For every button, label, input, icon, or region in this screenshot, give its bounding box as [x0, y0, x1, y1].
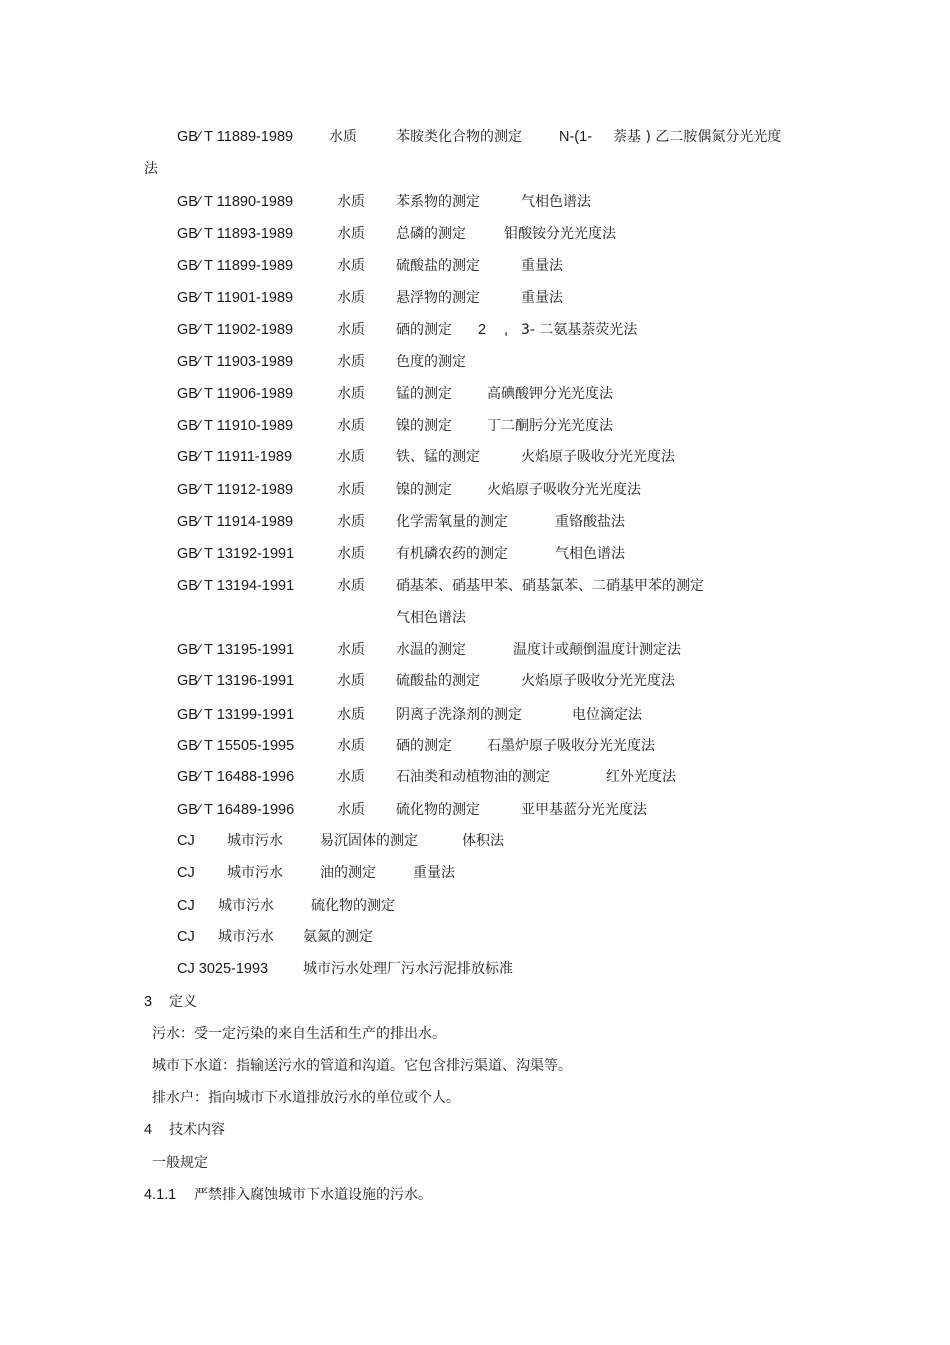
standard-category: 水质 [337, 354, 365, 370]
standard-category: 水质 [337, 578, 365, 594]
standard-item: 阴离子洗涤剂的测定 [396, 707, 522, 723]
section-title: 定义 [169, 994, 197, 1010]
standard-category: 水质 [337, 482, 365, 498]
standard-item: 硫酸盐的测定 [396, 258, 480, 274]
standard-method-a: 2 [478, 322, 487, 338]
standard-code: GB∕ T 11903-1989 [177, 354, 294, 370]
standard-item: 硫化物的测定 [396, 802, 480, 818]
standard-method: 火焰原子吸收分光光度法 [487, 482, 641, 498]
standard-method: 重铬酸盐法 [555, 514, 625, 530]
standard-item: 镍的测定 [396, 418, 452, 434]
standard-item: 硒的测定 [396, 738, 452, 754]
standard-item: 镍的测定 [396, 482, 452, 498]
standard-method: 电位滴定法 [572, 707, 642, 723]
standard-category: 水质 [337, 386, 365, 402]
standard-method-part1: N-(1- [559, 129, 593, 145]
standard-method: 高碘酸钾分光光度法 [487, 386, 613, 402]
standard-method: 温度计或颠倒温度计测定法 [513, 642, 681, 658]
standard-category: 水质 [337, 322, 365, 338]
definition-sewer: 城市下水道：指输送污水的管道和沟道。它包含排污渠道、沟渠等。 [152, 1058, 572, 1074]
section-number: 3 [144, 994, 153, 1010]
standard-category: 水质 [337, 673, 365, 689]
standard-method-b: , [504, 322, 509, 338]
clause-text: 严禁排入腐蚀城市下水道设施的污水。 [194, 1187, 432, 1203]
standard-item: 硫酸盐的测定 [396, 673, 480, 689]
standard-method: 石墨炉原子吸收分光光度法 [487, 738, 655, 754]
standard-category: 水质 [337, 769, 365, 785]
standard-code: GB∕ T 15505-1995 [177, 738, 295, 754]
standard-code: GB∕ T 13194-1991 [177, 578, 295, 594]
standard-code: GB∕ T 11899-1989 [177, 258, 294, 274]
standard-category: 水质 [337, 707, 365, 723]
standard-code: GB∕ T 11906-1989 [177, 386, 294, 402]
standard-item: 铁、锰的测定 [396, 449, 480, 465]
standard-code: GB∕ T 11914-1989 [177, 514, 294, 530]
standard-category: 水质 [337, 514, 365, 530]
standard-method: 亚甲基蓝分光光度法 [521, 802, 647, 818]
standard-category: 水质 [337, 194, 365, 210]
standard-item: 悬浮物的测定 [396, 290, 480, 306]
cj-code: CJ [177, 833, 195, 849]
standard-code: GB∕ T 11901-1989 [177, 290, 294, 306]
standard-category: 水质 [337, 546, 365, 562]
standard-code: GB∕ T 13196-1991 [177, 673, 295, 689]
clause-number: 4.1.1 [144, 1187, 177, 1203]
standard-category: 水质 [337, 258, 365, 274]
standard-method: 火焰原子吸收分光光度法 [521, 449, 675, 465]
standard-code: GB∕ T 13199-1991 [177, 707, 295, 723]
cj-code: CJ [177, 865, 195, 881]
standard-item: 锰的测定 [396, 386, 452, 402]
definition-sewage: 污水：受一定污染的来自生活和生产的排出水。 [152, 1026, 446, 1042]
definition-discharger: 排水户：指向城市下水道排放污水的单位或个人。 [152, 1090, 460, 1106]
standard-code: GB∕ T 13195-1991 [177, 642, 295, 658]
cj-item: 油的测定 [320, 865, 376, 881]
standard-code: GB∕ T 11889-1989 [177, 129, 294, 145]
section-number: 4 [144, 1122, 153, 1138]
standard-code: GB∕ T 11890-1989 [177, 194, 294, 210]
cj-category: 城市污水 [218, 929, 274, 945]
standard-category: 水质 [337, 226, 365, 242]
standard-item: 硒的测定 [396, 322, 452, 338]
standard-code: GB∕ T 11912-1989 [177, 482, 294, 498]
cj-item: 氨氮的测定 [303, 929, 373, 945]
standard-method: 丁二酮肟分光光度法 [487, 418, 613, 434]
standard-item: 化学需氧量的测定 [396, 514, 508, 530]
standard-category: 水质 [329, 129, 357, 145]
cj-category: 城市污水 [227, 865, 283, 881]
standard-method: 气相色谱法 [396, 610, 466, 626]
standard-category: 水质 [337, 418, 365, 434]
standard-method: 气相色谱法 [521, 194, 591, 210]
standard-item: 总磷的测定 [396, 226, 466, 242]
standard-method-part2: 萘基 ) 乙二胺偶氮分光光度 [613, 129, 782, 145]
standard-method: 红外光度法 [606, 769, 676, 785]
cj-method: 体积法 [462, 833, 504, 849]
cj-code: CJ [177, 898, 195, 914]
standard-method: 气相色谱法 [555, 546, 625, 562]
standard-category: 水质 [337, 738, 365, 754]
standard-item: 苯系物的测定 [396, 194, 480, 210]
standard-item: 水温的测定 [396, 642, 466, 658]
section-title: 技术内容 [169, 1122, 225, 1138]
cj-title: 城市污水处理厂污水污泥排放标准 [303, 961, 513, 977]
standard-item: 有机磷农药的测定 [396, 546, 508, 562]
standard-method: 重量法 [521, 290, 563, 306]
cj-category: 城市污水 [218, 898, 274, 914]
standard-item: 色度的测定 [396, 354, 466, 370]
standard-category: 水质 [337, 642, 365, 658]
standard-method: 钼酸铵分光光度法 [504, 226, 616, 242]
cj-code: CJ 3025-1993 [177, 961, 269, 977]
standard-code: GB∕ T 11893-1989 [177, 226, 294, 242]
standard-code: GB∕ T 11910-1989 [177, 418, 294, 434]
standard-method: 火焰原子吸收分光光度法 [521, 673, 675, 689]
standard-code: GB∕ T 16488-1996 [177, 769, 295, 785]
standard-item: 硝基苯、硝基甲苯、硝基氯苯、二硝基甲苯的测定 [396, 578, 704, 594]
cj-method: 重量法 [413, 865, 455, 881]
standard-item: 苯胺类化合物的测定 [396, 129, 522, 145]
standard-code: GB∕ T 11902-1989 [177, 322, 294, 338]
standard-category: 水质 [337, 290, 365, 306]
standard-code: GB∕ T 16489-1996 [177, 802, 295, 818]
cj-item: 硫化物的测定 [311, 898, 395, 914]
standard-item: 石油类和动植物油的测定 [396, 769, 550, 785]
standard-code: GB∕ T 11911-1989 [177, 449, 293, 465]
cj-category: 城市污水 [227, 833, 283, 849]
subheading-general: 一般规定 [152, 1155, 208, 1171]
standard-method: 重量法 [521, 258, 563, 274]
cj-code: CJ [177, 929, 195, 945]
standard-method-wrap: 法 [144, 161, 158, 177]
standard-code: GB∕ T 13192-1991 [177, 546, 295, 562]
cj-item: 易沉固体的测定 [320, 833, 418, 849]
standard-category: 水质 [337, 802, 365, 818]
standard-category: 水质 [337, 449, 365, 465]
standard-method-c: 3- 二氨基萘荧光法 [521, 322, 638, 338]
